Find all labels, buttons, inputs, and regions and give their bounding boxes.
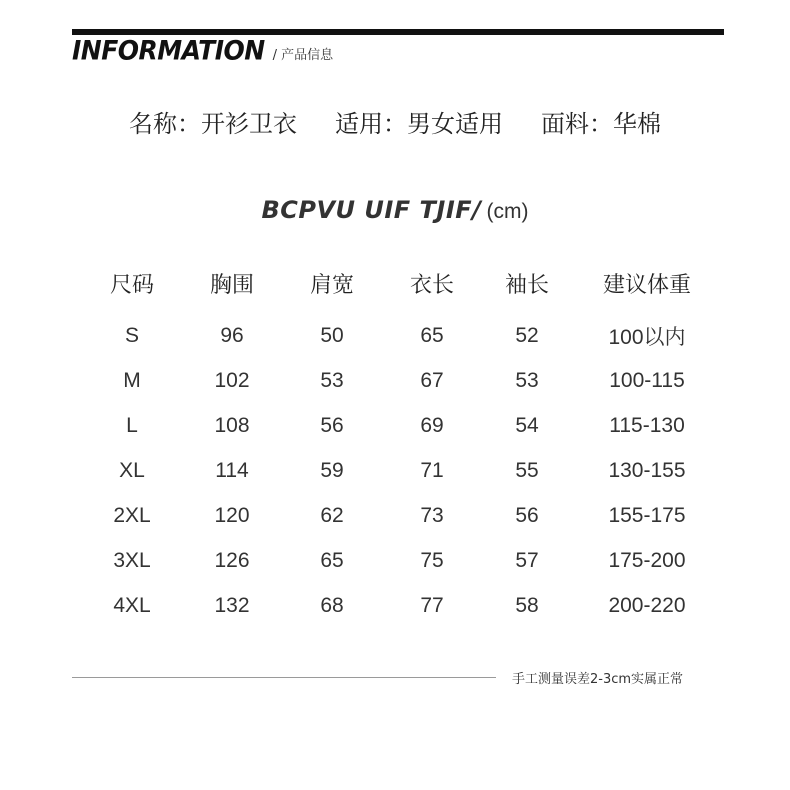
- product-name: 名称：开衫卫衣: [129, 110, 297, 138]
- column-header-length: 衣长: [409, 273, 454, 298]
- size-table-title: [0, 196, 790, 224]
- table-cell: 175-200: [608, 548, 686, 572]
- product-applicable: 适用：男女适用: [335, 110, 503, 138]
- table-cell: 100以内: [608, 325, 686, 349]
- column-header-shoulder: 肩宽: [309, 273, 354, 298]
- table-cell: 120: [214, 503, 250, 527]
- table-cell: 100-115: [609, 368, 685, 392]
- section-title: INFORMATION: [72, 34, 265, 67]
- section-subtitle: / 产品信息: [272, 48, 334, 63]
- table-cell: 2XL: [113, 503, 151, 527]
- table-row: [82, 358, 722, 403]
- table-row: [82, 448, 722, 493]
- table-cell: 58: [515, 593, 539, 617]
- table-cell: S: [124, 323, 139, 347]
- table-cell: 52: [515, 323, 539, 347]
- table-cell: 4XL: [113, 593, 151, 617]
- product-info-line: [0, 104, 790, 139]
- table-cell: 126: [214, 548, 250, 572]
- table-cell: 62: [320, 503, 344, 527]
- table-cell: 56: [515, 503, 539, 527]
- table-cell: 57: [515, 548, 539, 572]
- column-header-sleeve: 袖长: [504, 273, 549, 298]
- table-cell: 102: [214, 368, 250, 392]
- table-cell: 115-130: [609, 413, 685, 437]
- table-row: [82, 583, 722, 628]
- table-cell: 132: [214, 593, 250, 617]
- column-header-weight: 建议体重: [602, 273, 691, 298]
- size-chart-table: [82, 261, 722, 628]
- column-header-chest: 胸围: [209, 273, 254, 298]
- table-cell: M: [123, 368, 141, 392]
- table-cell: 55: [515, 458, 539, 482]
- table-cell: 71: [420, 458, 444, 482]
- table-row: [82, 538, 722, 583]
- table-cell: 108: [214, 413, 250, 437]
- table-cell: 50: [320, 323, 344, 347]
- table-cell: 65: [320, 548, 344, 572]
- table-cell: 200-220: [608, 593, 686, 617]
- table-cell: 56: [320, 413, 344, 437]
- table-row: [82, 403, 722, 448]
- table-row: [82, 309, 722, 358]
- table-cell: 67: [420, 368, 444, 392]
- table-row: [82, 493, 722, 538]
- column-header-size: 尺码: [109, 273, 154, 298]
- table-cell: 69: [420, 413, 444, 437]
- size-table-unit: (cm): [486, 200, 529, 223]
- table-cell: XL: [119, 458, 145, 482]
- table-cell: L: [126, 413, 138, 437]
- table-cell: 130-155: [608, 458, 686, 482]
- measurement-footnote: 手工测量误差2-3cm实属正常: [512, 672, 684, 687]
- table-cell: 3XL: [113, 548, 151, 572]
- table-cell: 53: [515, 368, 539, 392]
- table-cell: 73: [420, 503, 444, 527]
- section-header: [72, 36, 333, 65]
- product-fabric: 面料：华棉: [541, 110, 661, 138]
- table-cell: 75: [420, 548, 444, 572]
- table-cell: 77: [420, 593, 444, 617]
- table-cell: 65: [420, 323, 444, 347]
- size-table-title-text: BCPVU UIF TJIF/: [261, 196, 482, 224]
- table-cell: 96: [220, 323, 244, 347]
- table-cell: 155-175: [608, 503, 686, 527]
- table-header-row: [82, 261, 722, 309]
- table-cell: 59: [320, 458, 344, 482]
- table-cell: 53: [320, 368, 344, 392]
- footnote-divider: [72, 677, 496, 678]
- table-cell: 68: [320, 593, 344, 617]
- table-cell: 54: [515, 413, 539, 437]
- table-cell: 114: [215, 458, 249, 482]
